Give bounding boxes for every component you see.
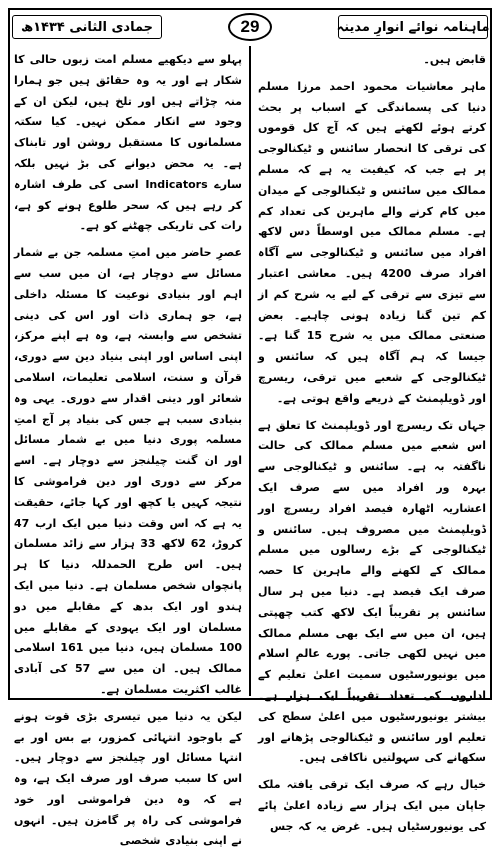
paragraph: عصرِ حاضر میں امتِ مسلمہ جن بے شمار مسائل سے دوچار ہے، ان میں سب سے اہم اور بنیادی نوعیت کا مسئلہ داخلی ہے، جو ہماری ذات اور اس کی دینی تشخص سے وابستہ ہے، وہ ہے اپنے مرکز، اپنی اساس اور اپنی بنیاد دین سے دوری، قرآن و سنت، اسلامی تعلیمات، اسلامی شعائر اور دینی اقدار سے دوری۔ یہی وہ بنیادی سبب ہے جس کی بنیاد پر آج امتِ مسلمہ پوری دنیا میں بے شمار مسائل اور ان گنت چیلنجز سے دوچار ہے۔ اسے مرکز سے دوری اور دین فراموشی کا نتیجہ کہیں یا کچھ اور کہا جائے، حقیقت یہ ہے کہ اس وقت دنیا میں ایک ارب 47 کروڑ، 62 لاکھ 33 ہزار سے زائد مسلمان ہیں۔ اس طرح الحمدللہ دنیا کا ہر پانچواں شخص مسلمان ہے۔ دنیا میں ایک ہندو اور ایک بدھ کے مقابلے میں دو مسلمان اور ایک یہودی کے مقابلے میں 100 مسلمان ہیں، دنیا میں 161 اسلامی ممالک ہیں۔ ان میں سے 57 کی آبادی غالب اکثریت مسلمان ہے۔ [14,246,242,696]
paragraph: پہلو سے دیکھیے مسلم امت زبوں حالی کا شکار ہے اور یہ وہ حقائق ہیں جو ہمارا منہ چڑاتے ہیں اور تلخ ہیں، لیکن ان کے وجود سے انکار ممکن نہیں۔ کیا سکتہ مسلمانوں کا مستقبل روشن اور تابناک ہے۔ یہ محض دیوانے کی بڑ نہیں بلکہ سارے Indicators اسی کی طرف اشارہ کر رہے ہیں کہ سحر طلوع ہونے کو ہے، رات کی تاریکی چھٹنے کو ہے۔ [14,53,242,233]
issue-date: جمادی الثانی ۱۴۳۴ھ [12,15,162,39]
paragraph: جہاں تک ریسرچ اور ڈویلپمنٹ کا تعلق ہے اس شعبے میں مسلم ممالک کی حالت ناگفتہ بہ ہے۔ سائنس و ٹیکنالوجی سے بہرہ ور افراد میں سے صرف ایک اعشاریہ اٹھارہ فیصد افراد ریسرچ اور ڈویلپمنٹ میں مصروف ہیں۔ سائنس و ٹیکنالوجی کے بڑے رسالوں میں مسلم ممالک کے لکھنے والے ماہرین کا حصہ صرف ایک فیصد ہے۔ دنیا میں ہر سال سائنس پر تقریباً ایک لاکھ کتب چھپتی ہیں، ان میں سے ایک بھی مسلم ممالک میں نہیں لکھی جاتی۔ پورے عالمِ اسلام میں یونیورسٹیوں سمیت اعلیٰ تعلیم کے اداروں کی تعداد تقریباً ایک ہزار ہے۔ بیشتر یونیورسٹیوں میں اعلیٰ سطح کی تعلیم اور سائنس و ٹیکنالوجی پڑھانے اور سکھانے کی سہولتیں ناکافی ہیں۔ [258,418,486,765]
left-column [14,50,242,848]
page-header [12,12,488,42]
column-divider [249,46,251,696]
paragraph: ماہر معاشیات محمود احمد مرزا مسلم دنیا کی پسماندگی کے اسباب پر بحث کرتے ہوئے لکھتے ہیں کہ آج کل قوموں کی ترقی کا انحصار سائنس و ٹیکنالوجی پر ہے جب کہ کیفیت یہ ہے کہ مسلم ممالک میں سائنس و ٹیکنالوجی کے میدان میں کام کرنے والے ماہرین کی تعداد کم ہے۔ مسلم ممالک میں اوسطاً دس لاکھ افراد میں سائنس و ٹیکنالوجی سے آگاہ افراد صرف 4200 ہیں۔ معاشی اعتبار سے تیزی سے ترقی کے لیے یہ شرح کم از کم تین گنا زیادہ ہونی چاہیے۔ بعض صنعتی ممالک میں یہ شرح 15 گنا ہے۔ جیسا کہ ہم آگاہ ہیں کہ سائنس و ٹیکنالوجی کے شعبے میں ترقی، ریسرچ اور ڈویلپمنٹ کے ذریعے واقع ہوتی ہے۔ [258,79,487,405]
journal-title: ماہنامہ نوائے انوارِ مدینہ [338,15,488,39]
page-number: 29 [228,13,272,41]
paragraph: خیال رہے کہ صرف ایک ترقی یافتہ ملک جاپان میں ایک ہزار سے زیادہ اعلیٰ پائے کی یونیورسٹیاں ہیں۔ غرض یہ کہ جس [258,778,486,833]
right-column [258,50,487,833]
paragraph: قابض ہیں۔ [423,53,486,66]
paragraph: لیکن یہ دنیا میں تیسری بڑی قوت ہونے کے باوجود انتہائی کمزور، بے بس اور بے انتہا مسائل اور چیلنجز سے دوچار ہیں۔ اس کا سبب صرف اور صرف ایک ہے، وہ ہے کہ وہ دین فراموشی اور خود فراموشی کی راہ پر گامزن ہیں۔ انہوں نے اپنی بنیادی شخصی [14,709,242,848]
